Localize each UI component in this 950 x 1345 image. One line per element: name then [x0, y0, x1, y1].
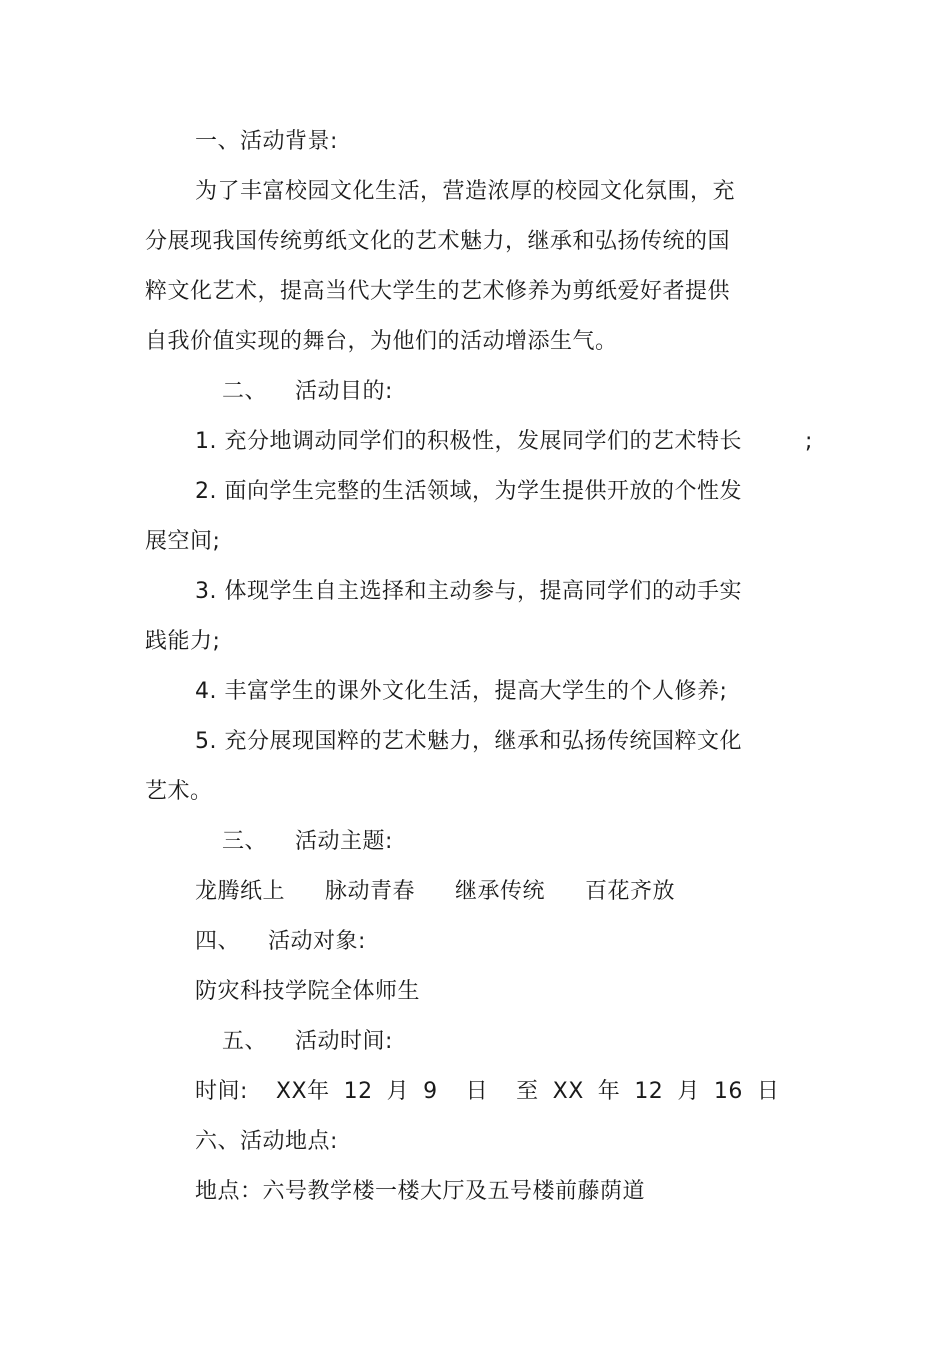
start-year-unit: 年 [307, 1079, 330, 1104]
to-word: 至 [516, 1079, 539, 1104]
section1-paragraph-line-4: 自我价值实现的舞台，为他们的活动增添生气。 [145, 329, 618, 354]
start-day: 9 [423, 1079, 438, 1104]
section1-paragraph-line-3: 粹文化艺术，提高当代大学生的艺术修养为剪纸爱好者提供 [145, 279, 731, 304]
objective-item-2-line-1: 2. 面向学生完整的生活领域，为学生提供开放的个性发 [195, 479, 742, 504]
section5-heading [222, 1027, 393, 1057]
objective-item-1-semicolon: ; [805, 429, 813, 454]
theme-item: 继承传统 [455, 879, 546, 904]
end-year: XX [552, 1079, 584, 1104]
section5-title: 活动时间: [295, 1029, 393, 1054]
section1-paragraph-line-2: 分展现我国传统剪纸文化的艺术魅力，继承和弘扬传统的国 [145, 229, 731, 254]
section4-heading [195, 927, 366, 957]
section1-paragraph-line-1: 为了丰富校园文化生活，营造浓厚的校园文化氛围，充 [195, 179, 736, 204]
objective-item-1: 1. 充分地调动同学们的积极性，发展同学们的艺术特长 [195, 429, 742, 454]
section4-content: 防灾科技学院全体师生 [195, 979, 421, 1004]
start-year: XX [275, 1079, 308, 1104]
section2-heading [222, 377, 393, 407]
start-month: 12 [343, 1079, 373, 1104]
objective-item-3-line-1: 3. 体现学生自主选择和主动参与，提高同学们的动手实 [195, 579, 742, 604]
section4-number: 四、 [195, 929, 241, 954]
themes-line [195, 877, 675, 907]
end-day: 16 [713, 1079, 743, 1104]
objective-item-5-line-2: 艺术。 [145, 779, 213, 804]
end-day-unit: 日 [756, 1079, 780, 1104]
objective-item-3-line-2: 践能力; [145, 629, 221, 654]
section6-content: 地点：六号教学楼一楼大厅及五号楼前藤荫道 [195, 1179, 646, 1204]
theme-item: 脉动青春 [325, 879, 416, 904]
objective-item-5-line-1: 5. 充分展现国粹的艺术魅力，继承和弘扬传统国粹文化 [195, 729, 742, 754]
end-month-unit: 月 [677, 1079, 700, 1104]
section3-title: 活动主题: [295, 829, 393, 854]
section4-title: 活动对象: [268, 929, 366, 954]
start-day-unit: 日 [465, 1079, 489, 1104]
time-label: 时间: [195, 1079, 248, 1104]
end-year-unit: 年 [597, 1079, 621, 1104]
section3-heading [222, 827, 393, 857]
end-month: 12 [634, 1079, 664, 1104]
start-month-unit: 月 [386, 1079, 410, 1104]
objective-item-2-line-2: 展空间; [145, 529, 221, 554]
section2-number: 二、 [222, 379, 268, 404]
section1-heading: 一、活动背景: [195, 129, 338, 154]
objective-item-4: 4. 丰富学生的课外文化生活，提高大学生的个人修养; [195, 679, 728, 704]
section6-heading: 六、活动地点: [195, 1129, 338, 1154]
theme-item: 百花齐放 [585, 879, 676, 904]
theme-item: 龙腾纸上 [195, 879, 286, 904]
section5-number: 五、 [222, 1029, 268, 1054]
time-line [195, 1077, 779, 1107]
section2-title: 活动目的: [295, 379, 393, 404]
section3-number: 三、 [222, 829, 268, 854]
